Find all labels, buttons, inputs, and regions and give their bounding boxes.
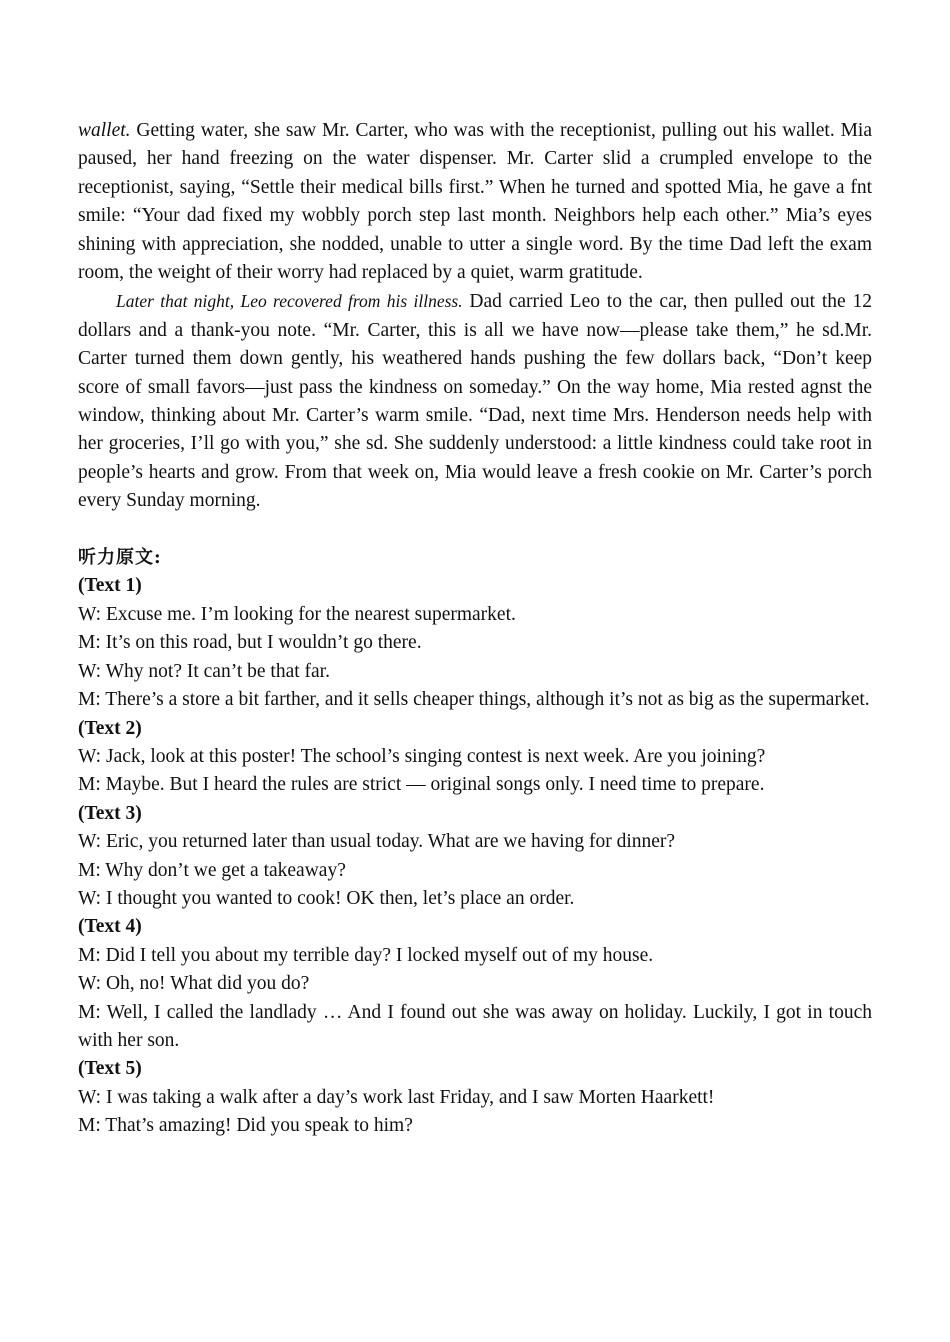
transcript-text-3 <box>78 800 872 914</box>
story-paragraph-2 <box>78 287 872 515</box>
paragraph-lead-phrase: wallet. <box>78 120 131 141</box>
dialogue-line: W: Excuse me. I’m looking for the nearest supermarket. <box>78 603 516 625</box>
paragraph-body: Getting water, she saw Mr. Carter, who was with the receptionist, pulling out his wallet. Mia paused, her hand freezing on the water dispenser. Mr. Carter slid a crumpled envelope to the receptionist, saying, “Settle their medical bills first.” When he turned and spotted Mia, he gave a fnt smile: “Your dad fixed my wobbly porch step last month. Neighbors help each other.” Mia’s eyes shining with appreciation, she nodded, unable to utter a single word. By the time Dad left the exam room, the weight of their worry had replaced by a quiet, warm gratitude. <box>78 120 872 284</box>
transcript-text-4 <box>78 913 872 1055</box>
dialogue-line: W: Oh, no! What did you do? <box>78 973 310 995</box>
transcript-text-1 <box>78 572 872 714</box>
dialogue-line: W: Why not? It can’t be that far. <box>78 660 330 682</box>
text-label: (Text 1) <box>78 575 142 597</box>
text-label: (Text 3) <box>78 802 142 824</box>
text-label: (Text 2) <box>78 717 142 739</box>
text-label: (Text 5) <box>78 1058 142 1080</box>
dialogue-line: M: There’s a store a bit farther, and it sells cheaper things, although it’s not as big as the supermarket. <box>78 689 870 711</box>
dialogue-line: M: Why don’t we get a takeaway? <box>78 859 346 881</box>
document-page <box>78 117 872 1141</box>
transcript-text-5 <box>78 1055 872 1140</box>
dialogue-line: W: I was taking a walk after a day’s work last Friday, and I saw Morten Haarkett! <box>78 1086 715 1108</box>
dialogue-line: M: Did I tell you about my terrible day? I locked myself out of my house. <box>78 944 654 966</box>
paragraph-lead-phrase: Later that night, Leo recovered from his illness. <box>116 291 463 312</box>
transcript-text-2 <box>78 715 872 800</box>
blank-line <box>78 516 872 544</box>
paragraph-body: Dad carried Leo to the car, then pulled out the 12 dollars and a thank-you note. “Mr. Carter, this is all we have now—please take them,” he sd.Mr. Carter turned them down gently, his weathered hands pushing the few dollars back, “Don’t keep score of small favors—just pass the kindness on someday.” On the way home, Mia rested agnst the window, thinking about Mr. Carter’s warm smile. “Dad, next time Mrs. Henderson needs help with her groceries, I’ll go with you,” she sd. She suddenly understood: a little kindness could take root in people’s hearts and grow. From that week on, Mia would leave a fresh cookie on Mr. Carter’s porch every Sunday morning. <box>78 291 872 512</box>
dialogue-line: W: Jack, look at this poster! The school’s singing contest is next week. Are you joining? <box>78 745 766 767</box>
dialogue-line: W: I thought you wanted to cook! OK then, let’s place an order. <box>78 887 575 909</box>
dialogue-line: M: That’s amazing! Did you speak to him? <box>78 1115 413 1137</box>
dialogue-line: M: It’s on this road, but I wouldn’t go there. <box>78 632 422 654</box>
story-paragraph-1 <box>78 117 872 287</box>
dialogue-line: W: Eric, you returned later than usual today. What are we having for dinner? <box>78 831 676 853</box>
text-label: (Text 4) <box>78 916 142 938</box>
dialogue-line: M: Maybe. But I heard the rules are strict — original songs only. I need time to prepare. <box>78 774 765 796</box>
dialogue-line: M: Well, I called the landlady … And I found out she was away on holiday. Luckily, I got in touch with her son. <box>78 1001 872 1051</box>
listening-transcript-heading: 听力原文: <box>78 547 162 569</box>
